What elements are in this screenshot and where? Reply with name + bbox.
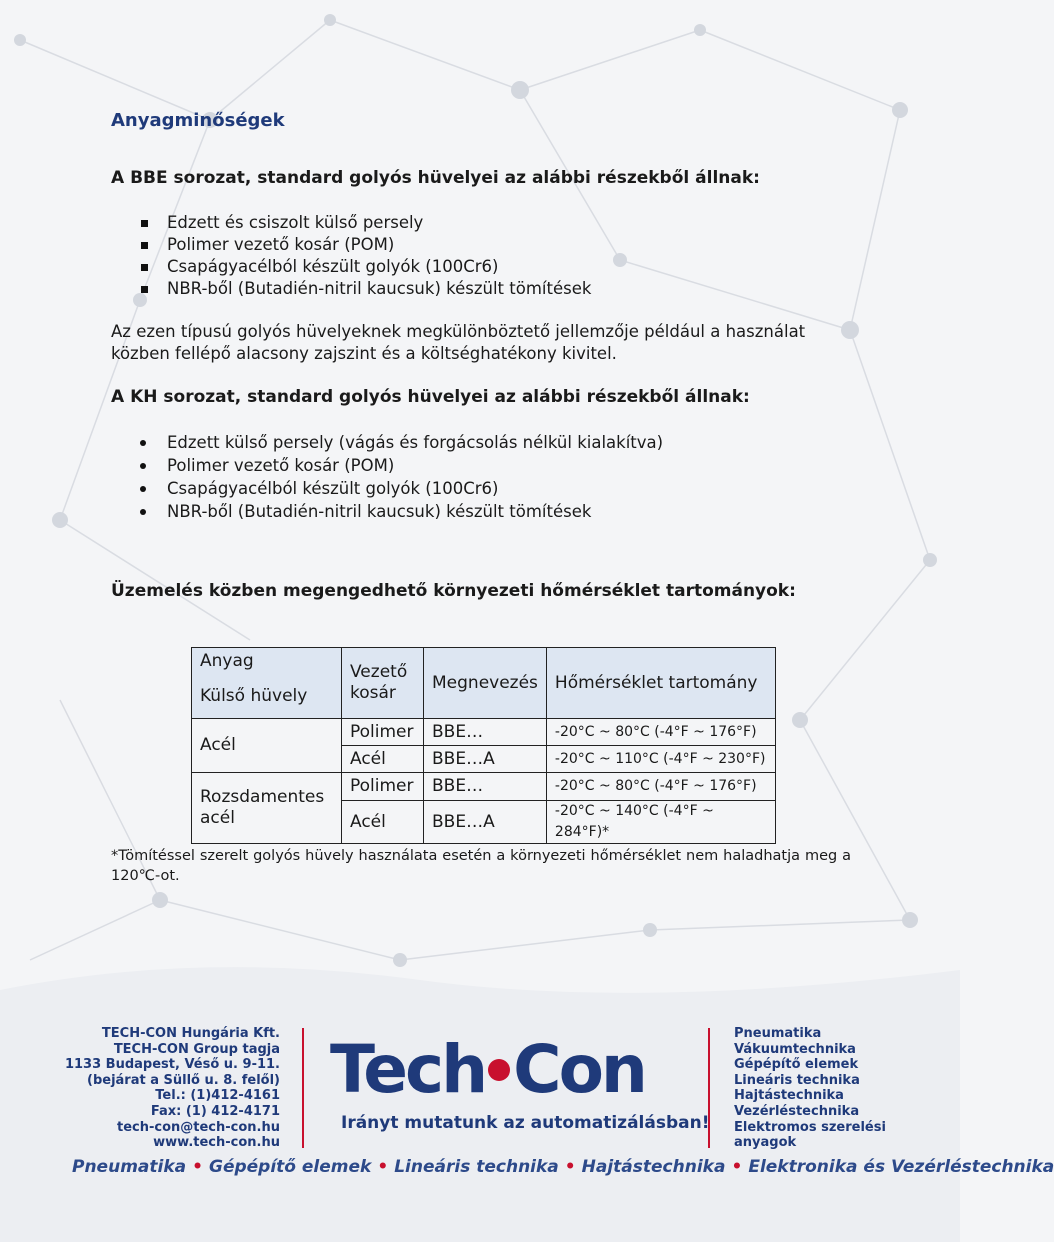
range-cell: -20°C ~ 140°C (-4°F ~ 284°F)* <box>546 801 775 844</box>
service-item: Lineáris technika <box>734 1072 860 1088</box>
logo-dot <box>488 1059 510 1081</box>
services-list <box>734 1026 934 1151</box>
company-info <box>60 1026 280 1151</box>
service-item: Vákuumtechnika <box>734 1041 856 1057</box>
service-item: Pneumatika <box>734 1026 822 1041</box>
cage-cell: Polimer <box>342 773 424 801</box>
cage-cell: Polimer <box>342 719 424 746</box>
bullet-icon: • <box>731 1157 743 1177</box>
list-item: NBR-ből (Butadién-nitril kaucsuk) készült tömítések <box>140 500 663 523</box>
company-line: TECH-CON Group tagja <box>113 1041 280 1057</box>
header-kulso-huvely: Külső hüvely <box>192 675 342 719</box>
bullet-icon: • <box>192 1157 203 1177</box>
kh-heading: A KH sorozat, standard golyós hüvelyei az alábbi részekből állnak: <box>111 387 750 407</box>
techcon-logo <box>330 1031 700 1108</box>
company-line: (bejárat a Süllő u. 8. felől) <box>87 1072 280 1088</box>
header-anyag: Anyag <box>192 648 342 675</box>
range-cell: -20°C ~ 110°C (-4°F ~ 230°F) <box>546 746 775 773</box>
bbe-heading: A BBE sorozat, standard golyós hüvelyei az alábbi részekből állnak: <box>111 168 760 188</box>
table-row <box>192 773 776 801</box>
list-item: Edzett és csiszolt külső persely <box>140 212 591 234</box>
company-line: TECH-CON Hungária Kft. <box>101 1026 280 1041</box>
bbe-paragraph: Az ezen típusú golyós hüvelyeknek megkülönböztető jellemzője például a használat közben fellépő alacsony zajszint és a költséghatékony kivitel. <box>111 322 806 363</box>
range-cell: -20°C ~ 80°C (-4°F ~ 176°F) <box>546 719 775 746</box>
bottom-services-bar <box>72 1157 1054 1177</box>
company-line: Fax: (1) 412-4171 <box>150 1103 280 1119</box>
service-item: Elektromos szerelési <box>734 1119 886 1135</box>
footnote: *Tömítéssel szerelt golyós hüvely használata esetén a környezeti hőmérséklet nem haladhatja meg a 120℃-ot. <box>111 848 851 884</box>
header-vezeto-kosar: Vezető kosár <box>342 648 424 719</box>
section-title: Anyagminőségek <box>111 110 285 131</box>
company-line: 1133 Budapest, Véső u. 9-11. <box>64 1057 280 1073</box>
bottom-item: Pneumatika <box>72 1157 187 1177</box>
header-homerseklet: Hőmérséklet tartomány <box>546 648 775 719</box>
slogan: Irányt mutatunk az automatizálásban! <box>341 1113 710 1133</box>
list-item: Edzett külső persely (vágás és forgácsolás nélkül kialakítva) <box>140 431 663 454</box>
bullet-icon: • <box>564 1157 576 1177</box>
bottom-item: Hajtástechnika <box>581 1157 726 1177</box>
name-cell: BBE… <box>424 773 547 801</box>
logo-text-left: Tech <box>330 1031 486 1108</box>
company-line: Tel.: (1)412-4161 <box>155 1088 280 1104</box>
name-cell: BBE… <box>424 719 547 746</box>
logo-text-right: Con <box>513 1031 645 1108</box>
cage-cell: Acél <box>342 746 424 773</box>
temperature-table <box>191 647 776 844</box>
list-item: Csapágyacélból készült golyók (100Cr6) <box>140 256 591 278</box>
table-row <box>192 719 776 746</box>
list-item: NBR-ből (Butadién-nitril kaucsuk) készült tömítések <box>140 278 591 300</box>
bullet-icon: • <box>377 1157 389 1177</box>
service-item: anyagok <box>734 1135 797 1151</box>
cage-cell: Acél <box>342 801 424 844</box>
company-website[interactable]: www.tech-con.hu <box>153 1135 280 1151</box>
service-item: Vezérléstechnika <box>734 1103 860 1119</box>
material-cell: Acél <box>192 719 342 773</box>
header-megnevezes: Megnevezés <box>424 648 547 719</box>
service-item: Hajtástechnika <box>734 1088 844 1104</box>
material-cell: Rozsdamentes acél <box>192 773 342 844</box>
name-cell: BBE…A <box>424 801 547 844</box>
divider <box>302 1028 304 1148</box>
company-email[interactable]: tech-con@tech-con.hu <box>116 1119 280 1135</box>
bottom-item: Elektronika és Vezérléstechnika <box>748 1157 1054 1177</box>
temperature-heading: Üzemelés közben megengedhető környezeti hőmérséklet tartományok: <box>111 581 796 601</box>
name-cell: BBE…A <box>424 746 547 773</box>
list-item: Csapágyacélból készült golyók (100Cr6) <box>140 477 663 500</box>
list-item: Polimer vezető kosár (POM) <box>140 234 591 256</box>
service-item: Gépépítő elemek <box>734 1057 859 1073</box>
list-item: Polimer vezető kosár (POM) <box>140 454 663 477</box>
kh-parts-list <box>140 431 663 523</box>
bottom-item: Gépépítő elemek <box>209 1157 372 1177</box>
bbe-parts-list <box>140 212 591 300</box>
range-cell: -20°C ~ 80°C (-4°F ~ 176°F) <box>546 773 775 801</box>
bottom-item: Lineáris technika <box>394 1157 559 1177</box>
